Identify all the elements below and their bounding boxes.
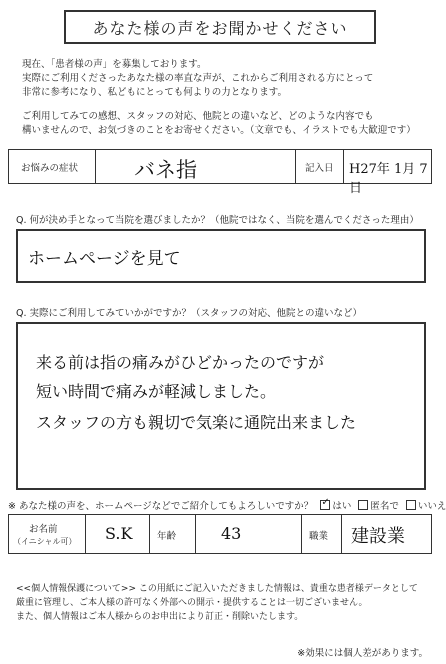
privacy-line: <<個人情報保護について>> この用紙にご記入いただきました情報は、貴重な患者様データとして (16, 584, 418, 594)
intro-text (22, 58, 432, 138)
answer-2-line: 来る前は指の痛みがひどかったのですが (36, 353, 325, 372)
question-2: Q. 実際にご利用してみていかがですか？（スタッフの対応、他院との違いなど） (16, 308, 363, 319)
intro-line: 非常に参考になり、私どもにとっても何よりの力となります。 (22, 87, 288, 98)
answer-2-line: スタッフの方も親切で気楽に通院出来ました (36, 413, 357, 432)
symptom-row (8, 149, 432, 196)
name-value[interactable]: S.K (105, 524, 133, 543)
consent-text: ※ あなた様の声を、ホームページなどでご紹介してもよろしいですか？ (8, 501, 314, 512)
anonymous-checkbox[interactable] (358, 500, 368, 510)
privacy-notice (16, 582, 434, 624)
privacy-line: また、個人情報はご本人様からのお申出により訂正・削除いたします。 (16, 612, 304, 622)
intro-line: ご利用してみての感想、スタッフの対応、他院との違いなど、どのような内容でも (22, 111, 374, 122)
date-label: 記入日 (305, 163, 334, 174)
yes-label: はい (332, 501, 352, 512)
answer-1-text: ホームページを見て (28, 249, 181, 269)
profile-row (8, 514, 432, 554)
intro-line: 実際にご利用くださったあなた様の率直な声が、これからご利用される方にとって (22, 73, 374, 84)
privacy-line: 厳重に管理し、ご本人様の許可なく外部への開示・提供することは一切ございません。 (16, 598, 368, 608)
job-label: 職業 (309, 531, 329, 542)
no-label: いいえ (417, 501, 446, 512)
yes-checkbox[interactable] (320, 500, 330, 510)
date-value[interactable]: H27年 1月 7日 (349, 162, 428, 196)
page-title: あなた様の声をお聞かせください (64, 10, 376, 44)
no-checkbox[interactable] (406, 500, 416, 510)
consent-row (8, 498, 446, 512)
symptom-value[interactable]: バネ指 (134, 158, 197, 182)
answer-2-line: 短い時間で痛みが軽減しました。 (36, 382, 277, 401)
job-value[interactable]: 建設業 (351, 526, 405, 547)
name-label: お名前 (29, 524, 58, 535)
effect-disclaimer: ※効果には個人差があります。 (297, 648, 428, 659)
answer-box-2[interactable] (16, 322, 426, 490)
question-1: Q. 何が決め手となって当院を選びましたか？（他院ではなく、当院を選んでくださった理由） (16, 215, 419, 226)
name-sublabel: （イニシャル可） (13, 537, 77, 546)
answer-box-1[interactable] (16, 229, 426, 283)
symptom-label: お悩みの症状 (21, 163, 79, 174)
age-label: 年齢 (157, 531, 177, 542)
age-value[interactable]: 43 (221, 524, 242, 543)
intro-line: 現在、「患者様の声」を募集しております。 (22, 59, 207, 70)
intro-line: 構いませんので、お気づきのことをお寄せください。（文章でも、イラストでも大歓迎です） (22, 125, 416, 136)
anonymous-label: 匿名で (370, 501, 399, 512)
